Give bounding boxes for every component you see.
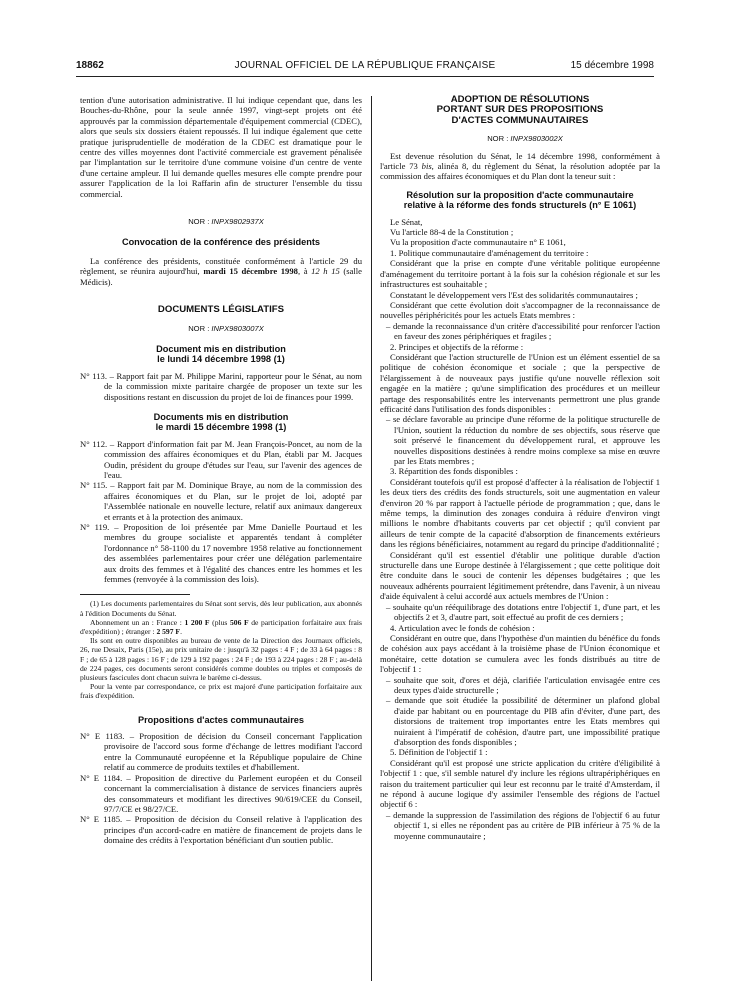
resolution-paragraph: Vu l'article 88-4 de la Constitution ; <box>390 227 514 238</box>
resolution-paragraph: Considérant toutefois qu'il est proposé d'affecter à la réalisation de l'objectif 1 les deux tiers des crédits des fonds structurels, soit une augmentation en valeur d'environ 20 % par rapport à l'actuelle période de programmation ; que, dans le même temps, la diminution des zonages conduira à réduire d'environ vingt millions le nombre d'habitants couverts par cet objectif ; qu'il convient par ailleurs de tenir compte de la capacité d'absorption de financements extérieurs dans les régions bénéficiaires, notamment au regard du principe d'additionnalité ; <box>380 476 660 550</box>
footnote: (1) Les documents parlementaires du Sénat sont servis, dès leur publication, aux abonnés à l'édition Documents du Sénat. <box>80 599 362 618</box>
resolution-dash-item: – demande la suppression de l'assimilation des régions de l'objectif 6 au futur objectif 1, si elles ne répondent pas au critère de PIB inférieur à 75 % de la moyenne communautaire ; <box>386 809 660 841</box>
page-number: 18862 <box>76 60 104 71</box>
column-divider <box>371 96 372 981</box>
resolution-paragraph: 5. Définition de l'objectif 1 : <box>390 747 488 758</box>
resolution-paragraph: 3. Répartition des fonds disponibles : <box>390 466 518 477</box>
resolution-paragraph: 2. Principes et objectifs de la réforme : <box>390 341 524 352</box>
resolution-dash-item: – souhaite que soit, d'ores et déjà, clarifiée l'articulation envisagée entre ces deux types d'aide structurelle ; <box>386 674 660 695</box>
section-title-convocation: Convocation de la conférence des présidents <box>121 237 321 248</box>
document-item: N° 115. – Rapport fait par M. Dominique Braye, au nom de la commission des affaires économiques et du Plan, sur le projet de loi, adopté par l'Assemblée nationale en nouvelle lecture, relatif aux animaux dangereux et errants et à la protection des animaux. <box>80 480 362 522</box>
resolution-title: Résolution sur la proposition d'acte communautaire relative à la réforme des fonds structurels (n° E 1061) <box>403 189 637 211</box>
resolution-paragraph: Le Sénat, <box>390 216 423 227</box>
distribution-title: Document mis en distribution le lundi 14 décembre 1998 (1) <box>156 343 286 365</box>
convocation-text: La conférence des présidents, constituée conformément à l'article 29 du règlement, se réunira aujourd'hui, mardi 15 décembre 1998, à 12 h 15 (salle Médicis). <box>80 255 362 287</box>
footnote-shipping: Pour la vente par correspondance, ce prix est majoré d'une participation forfaitaire aux frais d'expédition. <box>80 682 362 701</box>
resolution-paragraph: Considérant que l'action structurelle de l'Union est un élément essentiel de sa politique de cohésion économique et sociale ; que la perspective de l'élargissement à de nouveaux pays justifie qu'une nouvelle réflexion soit engagée en la matière ; qu'une simplification des procédures et un meilleur partage des responsabilités entre les intervenants permettront une plus grande efficacité dans l'utilisation des fonds disponibles : <box>380 351 660 414</box>
footnote-prices: Ils sont en outre disponibles au bureau de vente de la Direction des Journaux officiels, 26, rue Desaix, Paris (15e), au prix unitaire de : jusqu'à 32 pages : 4 F ; de 33 à 64 pages : 8 F ; de 65 à 128 pages : 16 F ; de 129 à 192 pages : 24 F ; de 193 à 224 pages : 28 F ; au-delà de 224 pages, ces documents seront considérés comme doubles ou triples et composés de plusieurs fascicules dont chacun suivra le barème ci-dessus. <box>80 636 362 683</box>
resolution-paragraph: Considérant que cette évolution doit s'accompagner de la reconnaissance de nouvelles périphéricités pour les actuels Etats membres : <box>380 299 660 321</box>
header-rule <box>76 76 654 77</box>
document-item: N° 119. – Proposition de loi présentée par Mme Danielle Pourtaud et les membres du groupe socialiste et apparentés tendant à compléter l'ordonnance n° 58-1100 du 17 novembre 1958 relative au fonctionnement des assemblées parlementaires pour créer une délégation parlementaire aux droits des femmes et à l'égalité des chances entre les hommes et les femmes (renvoyée à la commission des lois). <box>80 522 362 585</box>
nor-reference: NOR : INPX9803007X <box>188 323 264 333</box>
nor-reference: NOR : INPX9803002X <box>487 134 563 144</box>
document-item: N° 113. – Rapport fait par M. Philippe Marini, rapporteur pour le Sénat, au nom de la commission mixte paritaire chargée de proposer un texte sur les dispositions restant en discussion du projet de loi de finances pour 1999. <box>80 370 362 402</box>
resolution-intro: Est devenue résolution du Sénat, le 14 décembre 1998, conformément à l'article 73 bis, alinéa 8, du règlement du Sénat, la résolution adoptée par la commission des affaires économiques et du Plan dont la teneur suit : <box>380 150 661 182</box>
page-header <box>76 60 654 74</box>
proposition-item: N° E 1183. – Proposition de décision du Conseil concernant l'application provisoire de l'accord sous forme d'échange de lettres modifiant l'accord entre la Communauté européenne et la République populaire de Chine relatif au commerce de produits textiles et d'habillement. <box>80 731 362 773</box>
resolution-paragraph: Constatant le développement vers l'Est des solidarités communautaires ; <box>390 289 638 300</box>
resolution-paragraph: Considérant en outre que, dans l'hypothèse d'un maintien du bénéfice du fonds de cohésion aux pays accédant à la troisième phase de l'Union économique et monétaire, cette dotation se cumulera avec les fonds distribués au titre de l'objectif 1 : <box>380 632 660 675</box>
resolution-paragraph: Considérant qu'il est essentiel d'établir une politique durable d'action structurelle dans une Europe destinée à l'élargissement ; que cette politique doit être conduite dans le souci de contenir les dépenses budgétaires ; que les nouveaux adhérents pourraient légitimement prétendre, dans l'avenir, à un niveau d'aide équivalent à celui accordé aux actuels membres de l'Union : <box>380 549 660 602</box>
section-title-adoption: ADOPTION DE RÉSOLUTIONS PORTANT SUR DES PROPOSITIONS D'ACTES COMMUNAUTAIRES <box>436 94 604 126</box>
right-column <box>380 95 660 841</box>
proposition-item: N° E 1185. – Proposition de décision du Conseil relative à l'application des principes d'un accord-cadre en matière de financement de projets dans le domaine des crédits à l'exportation bénéficiant d'un soutien public. <box>80 814 362 846</box>
proposition-item: N° E 1184. – Proposition de directive du Parlement européen et du Conseil concernant la commercialisation à distance de services financiers auprès des consommateurs et modifiant les directives 90/619/CEE du Conseil, 97/7/CE et 98/27/CE. <box>80 772 362 814</box>
resolution-paragraph: 1. Politique communautaire d'aménagement du territoire : <box>390 247 589 258</box>
footnote-subscription: Abonnement un an : France : 1 200 F (plus 506 F de participation forfaitaire aux frais d'expédition) ; étranger : 2 597 F. <box>80 617 362 637</box>
left-column <box>80 95 362 846</box>
resolution-paragraph: 4. Articulation avec le fonds de cohésion : <box>390 622 535 633</box>
document-item: N° 112. – Rapport d'information fait par M. Jean François-Poncet, au nom de la commission des affaires économiques et du Plan, établi par M. Jacques Oudin, président du groupe d'études sur l'eau, sur l'avenir des agences de l'eau. <box>80 438 362 480</box>
distribution-title: Documents mis en distribution le mardi 15 décembre 1998 (1) <box>153 411 289 433</box>
journal-title: JOURNAL OFFICIEL DE LA RÉPUBLIQUE FRANÇAISE <box>234 60 496 71</box>
resolution-paragraph: Considérant que la prise en compte d'une véritable politique européenne d'aménagement du territoire portant à la fois sur la cohésion régionale et sur les infrastructures est souhaitable ; <box>380 258 660 290</box>
section-title-propositions: Propositions d'actes communautaires <box>137 714 305 725</box>
question-continuation: tention d'une autorisation administrative. Il lui indique cependant que, dans les Bouches-du-Rhône, pour la seule année 1997, vingt-sept projets ont été approuvés par la commission départementale d'équipement commercial (CDEC), alors que seuls six dossiers étaient repoussés. Il lui indique également que cette pratique jurisprudentielle de modération de la CDEC est dramatique pour le centre des villes moyennes dont l'activité commerciale est gravement pénalisée par l'implantation sur le territoire d'une commune voisine d'un centre de vente d'une certaine ampleur. Il lui demande quelles mesures elle compte prendre pour assurer l'application de la loi Raffarin afin de structurer l'ensemble du tissu commercial. <box>80 95 362 199</box>
resolution-dash-item: – demande la reconnaissance d'un critère d'accessibilité pour renforcer l'action en faveur des zones périphériques et fragiles ; <box>386 320 660 342</box>
resolution-dash-item: – se déclare favorable au principe d'une réforme de la politique structurelle de l'Union, soutient la réduction du nombre de ses objectifs, sous réserve que soit préservé le financement du développement rural, et approuve les nouvelles dispositions destinées à rendre moins complexe sa mise en œuvre par les Etats membres ; <box>386 414 660 466</box>
resolution-dash-item: – souhaite qu'un rééquilibrage des dotations entre l'objectif 1, d'une part, et les objectifs 2 et 3, d'autre part, soit effectué au profit de ces derniers ; <box>386 601 660 623</box>
resolution-dash-item: – demande que soit étudiée la possibilité de déterminer un plafond global d'aide par habitant ou en pourcentage du PIB afin d'éviter, d'une part, des distorsions de traitement trop importantes entre les Etats membres qui nuiraient à l'impératif de cohésion, d'autre part, une impossibilité pratique d'absorption des fonds disponibles ; <box>386 695 660 747</box>
issue-date: 15 décembre 1998 <box>570 60 654 71</box>
section-title-documents: DOCUMENTS LÉGISLATIFS <box>157 304 285 316</box>
resolution-paragraph: Considérant qu'il est proposé une stricte application du critère d'éligibilité à l'objectif 1 : que, s'il semble naturel d'y inclure les régions ultrapériphériques en raison du traitement particulier qui leur est reconnu par le traité d'Amsterdam, il ne répond à aucune logique d'y assimiler l'ensemble des régions de l'actuel objectif 6 : <box>380 757 660 810</box>
resolution-paragraph: Vu la proposition d'acte communautaire n° E 1061, <box>390 237 566 248</box>
nor-reference: NOR : INPX9802937X <box>188 217 264 227</box>
